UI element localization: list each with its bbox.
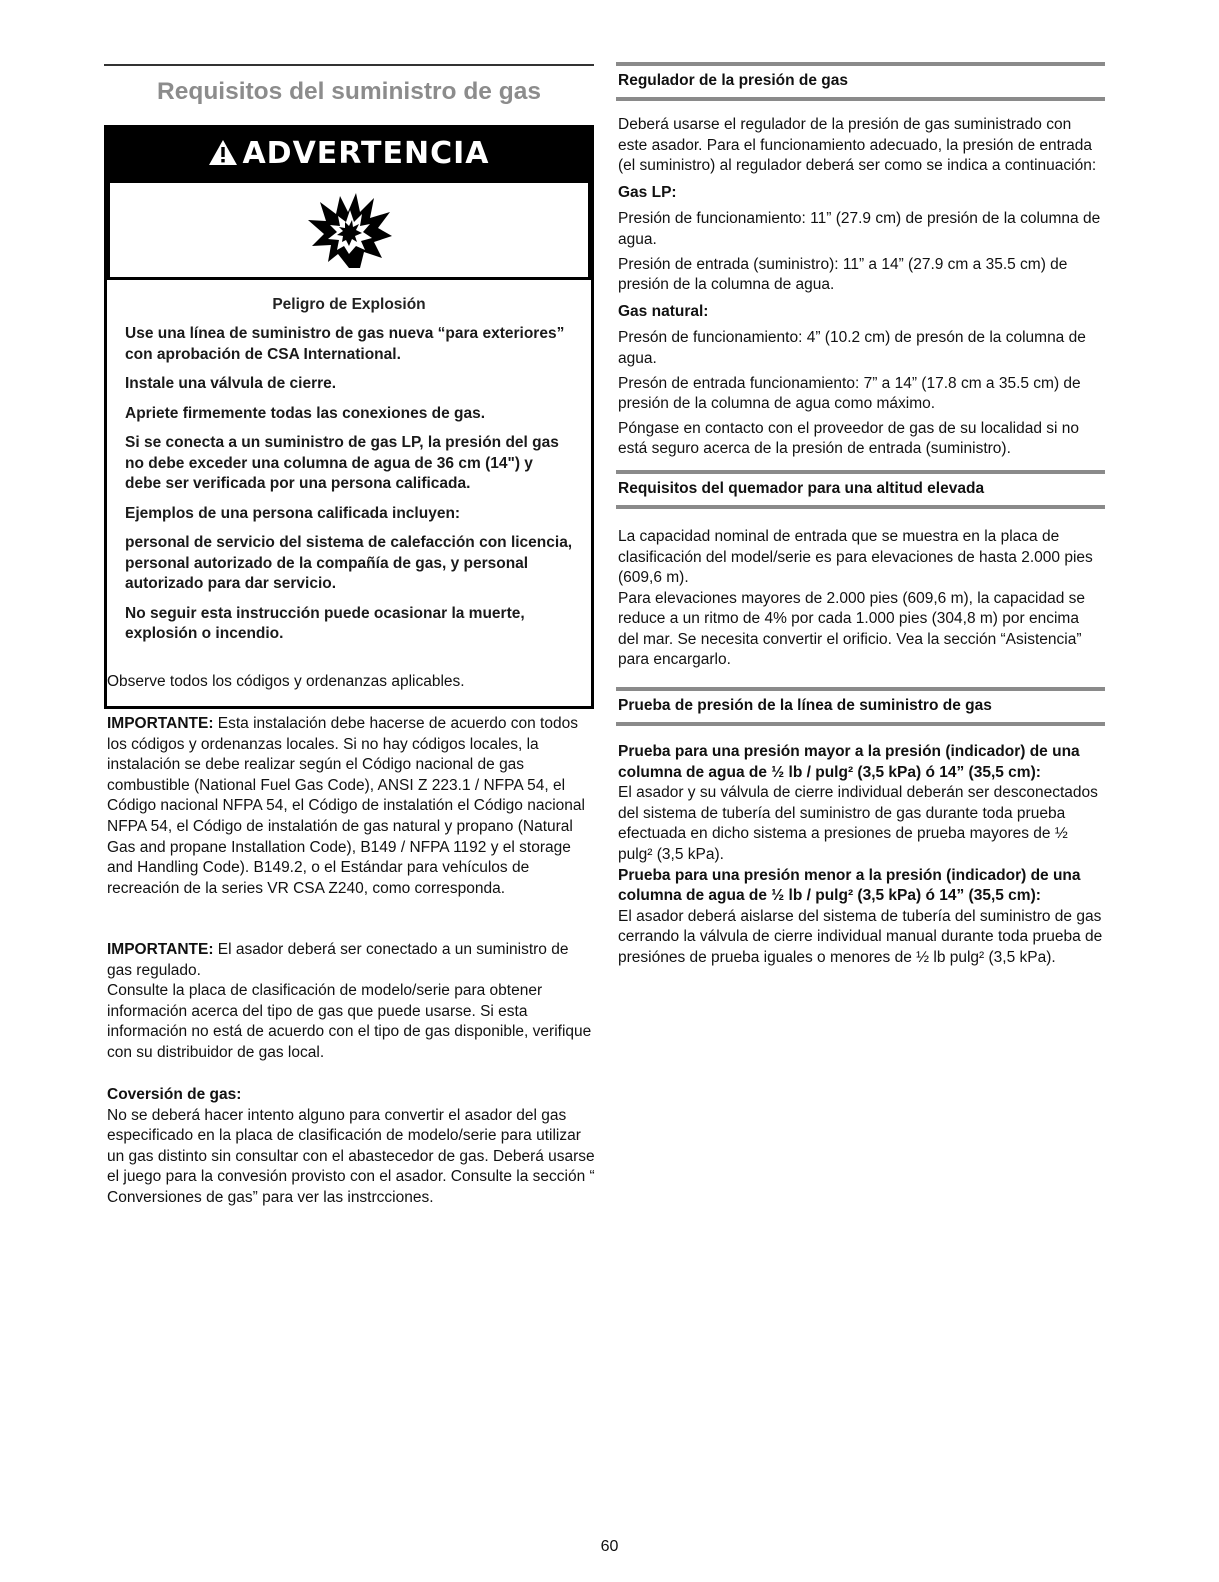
pressure-test-heading: Prueba de presión de la línea de suministro de gas: [616, 687, 1105, 726]
warning-header-text: ADVERTENCIA: [242, 136, 490, 171]
left-column: [104, 64, 595, 1206]
conversion-section: [107, 1085, 595, 1209]
altitude-text-1: La capacidad nominal de entrada que se muestra en la placa de clasificación del model/serie es para elevaciones de hasta 2.000 pies (609,6 m).: [618, 527, 1093, 587]
right-column: [616, 62, 1105, 969]
pressure-test-section: [616, 742, 1105, 969]
warning-line: No seguir esta instrucción puede ocasionar la muerte, explosión o incendio.: [125, 604, 525, 642]
low-pressure-title: Prueba para una presión menor a la presión (indicador) de una columna de agua de ½ lb / pulg² (3,5 kPa) ó 14” (35,5 cm):: [618, 866, 1081, 905]
page-number: 60: [600, 1538, 619, 1555]
warning-line: Use una línea de suministro de gas nueva “para exteriores” con aprobación de CSA International.: [125, 325, 565, 363]
title-rule: [104, 64, 594, 66]
altitude-section: [616, 527, 1105, 671]
warning-line: Apriete firmemente todas las conexiones de gas.: [125, 404, 486, 422]
important-text: El asador deberá ser conectado a un suministro de gas regulado.: [107, 941, 569, 979]
warning-line: Si se conecta a un suministro de gas LP, la presión del gas no debe exceder una columna de agua de 36 cm (14") y debe ser verificada por una persona calificada.: [125, 434, 559, 492]
warning-box: [104, 125, 594, 709]
consult-paragraph: Consulte la placa de clasificación de modelo/serie para obtener información acerca del tipo de gas que puede usarse. Si esta información no está de acuerdo con el tipo de gas disponible, verifique con su distribuidor de gas local.: [107, 982, 592, 1061]
important-label: IMPORTANTE:: [107, 715, 214, 732]
lp-operating: Presión de funcionamiento: 11” (27.9 cm) de presión de la columna de agua.: [618, 210, 1101, 248]
observe-paragraph: Observe todos los códigos y ordenanzas aplicables.: [107, 673, 465, 690]
important-label: IMPORTANTE:: [107, 941, 214, 958]
natural-operating: Presón de funcionamiento: 4” (10.2 cm) de presón de la columna de agua.: [618, 329, 1086, 367]
important-2: [107, 940, 595, 1064]
important-text: Esta instalación debe hacerse de acuerdo con todos los códigos y ordenanzas locales. Si no hay códigos locales, la instalación se debe realizar según el Código nacional de gas combustible (National Fuel Gas Code), ANSI Z 223.1 / NFPA 54, el Código nacional NFPA 54, el Código de instalatión el Código nacional NFPA 54, el Código de instalatión de gas natural y propano (Natural Gas and propane Installation Code), B149 / NFPA 1192 y el storage and Handling Code). B149.2, o el Estándar para vehículos de recreación de la series VR CSA Z240, como corresponda.: [107, 715, 585, 897]
warning-subtitle: Peligro de Explosión: [272, 296, 426, 313]
warning-header: [107, 128, 591, 177]
warning-line: Instale una válvula de cierre.: [125, 375, 337, 392]
contact-supplier: Póngase en contacto con el proveedor de gas de su localidad si no está seguro acerca de la presión de entrada (suministro).: [618, 419, 1080, 458]
page-title: Requisitos del suministro de gas: [157, 78, 541, 105]
lp-inlet: Presión de entrada (suministro): 11” a 14” (27.9 cm a 35.5 cm) de presión de la columna de agua.: [618, 255, 1068, 294]
regulator-section: [616, 115, 1105, 460]
explosion-icon: [110, 183, 588, 277]
natural-inlet: Presón de entrada funcionamiento: 7” a 14” (17.8 cm a 35.5 cm) de presión de la columna de agua como máximo.: [618, 374, 1081, 413]
regulator-intro: Deberá usarse el regulador de la presión de gas suministrado con este asador. Para el funcionamiento adecuado, la presión de entrada (el suministro) al regulador deberá ser como se indica a continuación:: [618, 116, 1097, 175]
altitude-heading: Requisitos del quemador para una altitud elevada: [616, 470, 1105, 509]
warning-body: [107, 280, 591, 645]
lp-gas-title: Gas LP:: [618, 183, 677, 201]
high-pressure-title: Prueba para una presión mayor a la presión (indicador) de una columna de agua de ½ lb / pulg² (3,5 kPa) ó 14” (35,5 cm):: [618, 743, 1080, 781]
warning-header-band: [107, 128, 591, 280]
conversion-text: No se deberá hacer intento alguno para convertir el asador del gas especificado en la placa de clasificación de modelo/serie para utilizar un gas distinto sin consultar con el abastecedor de gas. Deberá usarse el juego para la convesión provisto con el asador. Consulte la sección “ Conversiones de gas” para ver las instrcciones.: [107, 1106, 595, 1206]
altitude-text-2: Para elevaciones mayores de 2.000 pies (609,6 m), la capacidad se reduce a un ritmo de 4% por cada 1.000 pies (304,8 m) por encima del mar. Se necesita convertir el orificio. Vea la sección “Asistencia” para encargarlo.: [618, 589, 1085, 669]
warning-line: personal de servicio del sistema de calefacción con licencia, personal autorizado de la compañía de gas, y personal autorizado para dar servicio.: [125, 534, 573, 592]
important-1: [107, 714, 595, 899]
warning-triangle-icon: [208, 137, 238, 177]
high-pressure-text: El asador y su válvula de cierre individual deberán ser desconectados del sistema de tubería del suministro de gas durante toda prueba efectuada en dicho sistema a presiones de prueba mayores de ½ pulg² (3,5 kPa).: [618, 784, 1098, 864]
natural-gas-title: Gas natural:: [618, 302, 709, 320]
warning-line: Ejemplos de una persona calificada incluyen:: [125, 504, 461, 522]
conversion-title: Coversión de gas:: [107, 1086, 242, 1103]
regulator-heading: Regulador de la presión de gas: [616, 62, 1105, 101]
observe-text: [107, 672, 595, 693]
low-pressure-text: El asador deberá aislarse del sistema de tubería del suministro de gas cerrando la válvula de cierre individual manual durante toda prueba de presiónes de prueba iguales o menores de ½ lb pulg² (3,5 kPa).: [618, 907, 1103, 966]
